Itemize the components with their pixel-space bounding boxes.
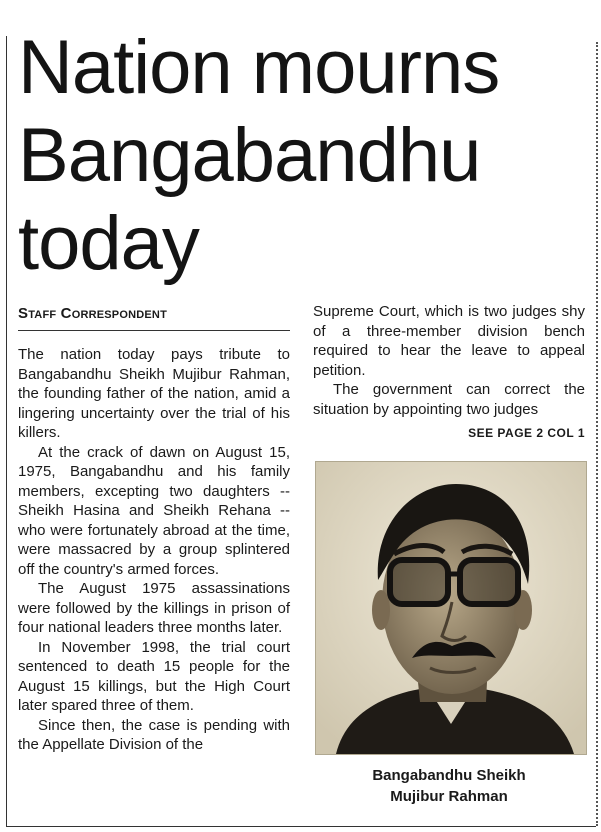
byline: Staff Correspondent bbox=[18, 305, 290, 331]
headline-line-2: Bangabandhu bbox=[18, 113, 481, 198]
article-column-right bbox=[313, 302, 585, 419]
bottom-rule bbox=[6, 826, 596, 827]
headline bbox=[18, 24, 588, 288]
headline-line-1: Nation mourns bbox=[18, 25, 500, 110]
paragraph: The nation today pays tribute to Bangabandhu Sheikh Mujibur Rahman, the founding father of the nation, amid a lingering uncertainty over the trial of his killers. bbox=[18, 346, 290, 441]
photo-caption bbox=[313, 765, 585, 807]
continuation-jump-line: SEE PAGE 2 COL 1 bbox=[468, 426, 585, 440]
caption-line-1: Bangabandhu Sheikh bbox=[372, 767, 526, 784]
paragraph: Supreme Court, which is two judges shy of a three-member division bench required to hear the leave to appeal petition. bbox=[313, 303, 585, 379]
caption-line-2: Mujibur Rahman bbox=[390, 788, 508, 805]
portrait-illustration bbox=[316, 462, 586, 754]
left-column-rule bbox=[6, 36, 7, 826]
paragraph: In November 1998, the trial court sentenced to death 15 people for the August 15 killings, but the High Court later spared three of them. bbox=[18, 638, 290, 714]
headline-line-3: today bbox=[18, 201, 199, 286]
article-column-left bbox=[18, 345, 290, 755]
paragraph: Since then, the case is pending with the Appellate Division of the bbox=[18, 716, 290, 753]
portrait-photo bbox=[315, 461, 587, 755]
right-dotted-rule bbox=[596, 42, 598, 826]
paragraph: At the crack of dawn on August 15, 1975, Bangabandhu and his family members, excepting two daughters -- Sheikh Hasina and Sheikh Rehana --who were fortunately abroad at the time, were massacred by a group splintered off the country's armed forces. bbox=[18, 443, 290, 578]
paragraph: The government can correct the situation by appointing two judges bbox=[313, 381, 585, 418]
paragraph: The August 1975 assassinations were followed by the killings in prison of four national leaders three months later. bbox=[18, 580, 290, 636]
